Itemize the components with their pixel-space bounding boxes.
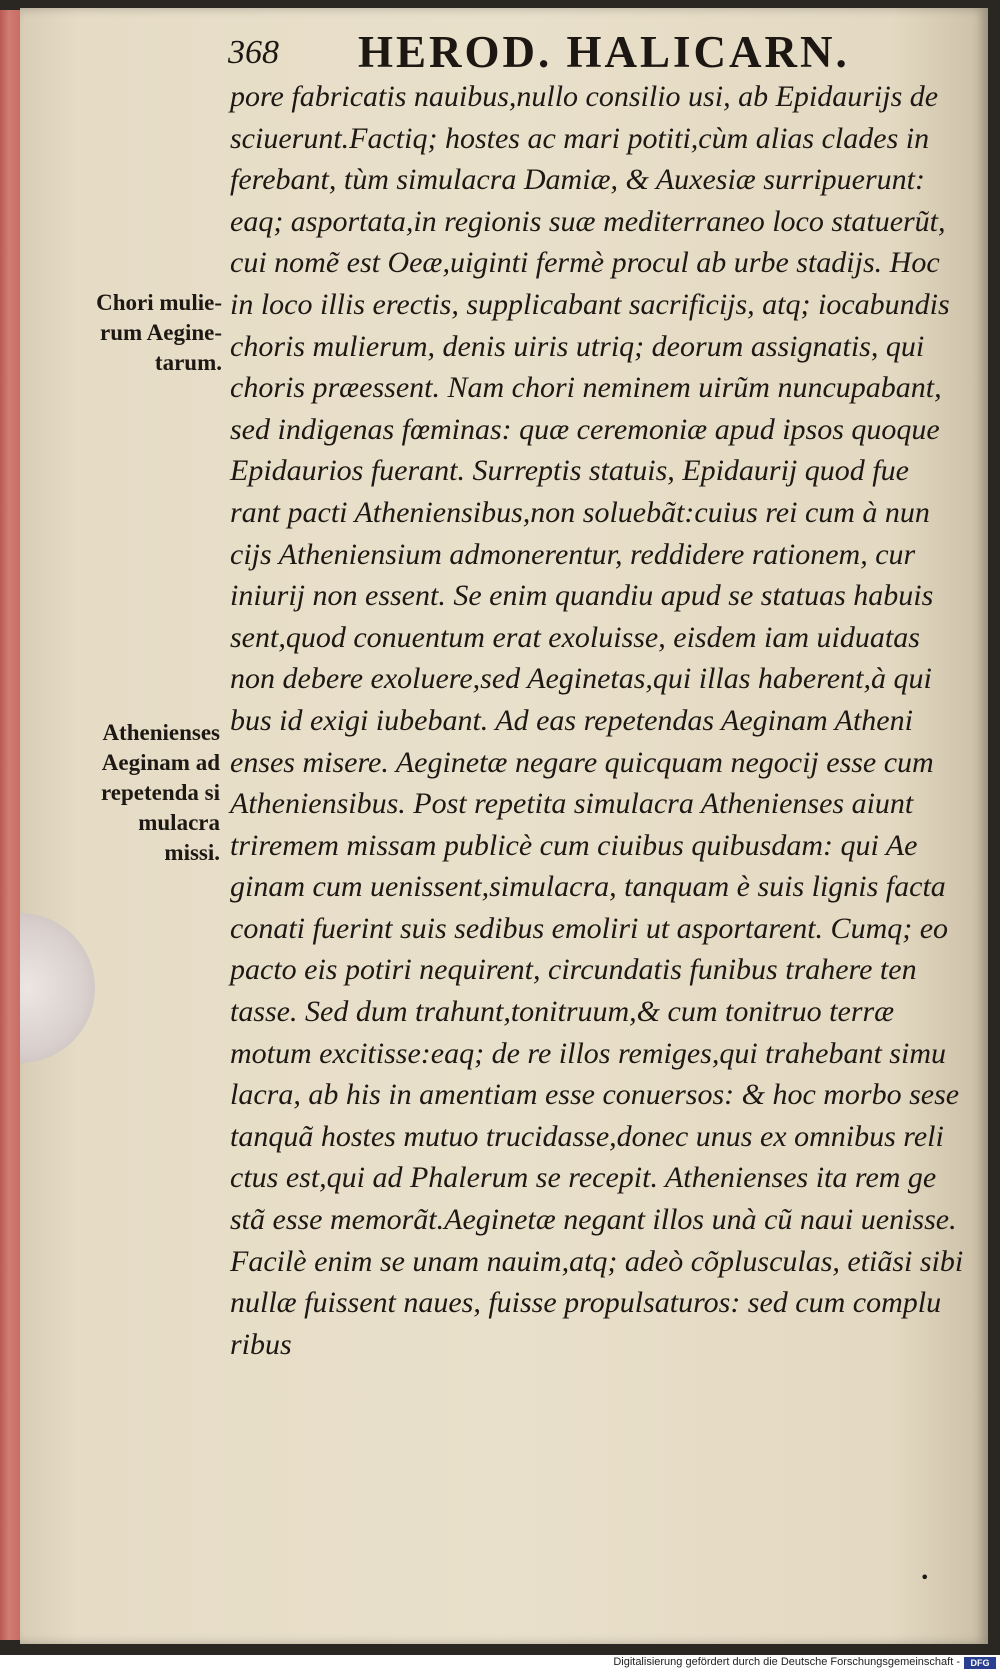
running-head: HEROD. HALICARN.	[358, 27, 850, 77]
dfg-logo: DFG	[964, 1657, 996, 1669]
text-line: ribus	[230, 1327, 292, 1361]
text-line: motum excitisse:eaq; de re illos remiges,qui trahebant simu	[230, 1036, 946, 1070]
text-line: Atheniensibus. Post repetita simulacra Athenienses aiunt	[230, 787, 914, 821]
text-line: nullæ fuissent naues, fuisse propulsaturos: sed cum complu	[230, 1286, 942, 1320]
margin-note-line: mulacra	[138, 810, 220, 835]
text-line: ferebant, tùm simulacra Damiæ, & Auxesiæ surripuerunt:	[230, 163, 925, 197]
margin-note-line: Athenienses	[102, 720, 220, 745]
text-line: sciuerunt.Factiq; hostes ac mari potiti,cùm alias clades in	[230, 121, 930, 155]
footer	[0, 1655, 1000, 1671]
margin-note-line: tarum.	[154, 350, 222, 375]
page-mark: •	[920, 1568, 930, 1587]
text-line: pacto eis potiri nequirent, circundatis funibus trahere ten	[230, 953, 917, 987]
text-line: sent,quod conuentum erat exoluisse, eisdem iam uiduatas	[230, 620, 920, 654]
book-page-edge	[0, 10, 22, 1640]
text-line: bus id exigi iubebant. Ad eas repetendas Aeginam Atheni	[230, 703, 913, 737]
text-line: conati fuerint suis sedibus emoliri ut asportarent. Cumq; eo	[230, 911, 949, 945]
text-line: in loco illis erectis, supplicabant sacrificijs, atq; iocabundis	[230, 287, 950, 321]
text-line: tasse. Sed dum trahunt,tonitruum,& cum tonitruo terræ	[230, 995, 895, 1029]
text-line: Facilè enim se unam nauim,atq; adeò cõplusculas, etiãsi sibi	[230, 1244, 964, 1278]
margin-note-chori	[46, 288, 222, 378]
text-line: ctus est,qui ad Phalerum se recepit. Athenienses ita rem ge	[230, 1161, 937, 1195]
margin-note-line: repetenda si	[100, 780, 220, 805]
text-line: cui nomẽ est Oeæ,uiginti fermè procul ab urbe stadijs. Hoc	[230, 246, 940, 280]
margin-note-line: rum Aegine-	[99, 320, 222, 345]
text-line: rant pacti Atheniensibus,non soluebãt:cuius rei cum à nun	[230, 495, 930, 529]
footer-credit: Digitalisierung gefördert durch die Deutsche Forschungsgemeinschaft -	[613, 1656, 960, 1668]
text-line: Epidaurios fuerant. Surreptis statuis, Epidaurij quod fue	[230, 454, 909, 488]
text-line: sed indigenas fœminas: quæ ceremoniæ apud ipsos quoque	[230, 412, 940, 446]
text-line: choris mulierum, denis uiris utriq; deorum assignatis, qui	[230, 329, 925, 363]
body-text	[230, 76, 970, 1365]
page-number: 368	[228, 34, 279, 71]
text-line: cijs Atheniensium admonerentur, reddidere rationem, cur	[230, 537, 916, 571]
text-line: lacra, ab his in amentiam esse conuersos: & hoc morbo sese	[230, 1078, 960, 1112]
text-line: choris præessent. Nam chori neminem uirũm nuncupabant,	[230, 371, 942, 405]
text-line: triremem missam publicè cum ciuibus quibusdam: qui Ae	[230, 828, 918, 862]
margin-note-line: Aeginam ad	[101, 750, 220, 775]
margin-note-athenienses	[70, 718, 220, 868]
text-line: tanquã hostes mutuo trucidasse,donec unus ex omnibus reli	[230, 1119, 944, 1153]
text-line: iniurij non essent. Se enim quandiu apud se statuas habuis	[230, 579, 934, 613]
text-line: enses misere. Aeginetæ negare quicquam negocij esse cum	[230, 745, 934, 779]
text-line: pore fabricatis nauibus,nullo consilio usi, ab Epidaurijs de	[230, 80, 939, 113]
page-clip	[20, 913, 95, 1063]
margin-note-line: Chori mulie-	[96, 290, 222, 315]
text-line: eaq; asportata,in regionis suæ mediterraneo loco statuerũt,	[230, 204, 946, 238]
page-header	[228, 18, 988, 78]
margin-note-line: missi.	[164, 840, 220, 865]
text-line: stã esse memorãt.Aeginetæ negant illos unà cũ naui uenisse.	[230, 1203, 957, 1237]
text-line: ginam cum uenissent,simulacra, tanquam è suis lignis facta	[230, 870, 946, 904]
text-line: non debere exoluere,sed Aeginetas,qui illas haberent,à qui	[230, 662, 932, 696]
